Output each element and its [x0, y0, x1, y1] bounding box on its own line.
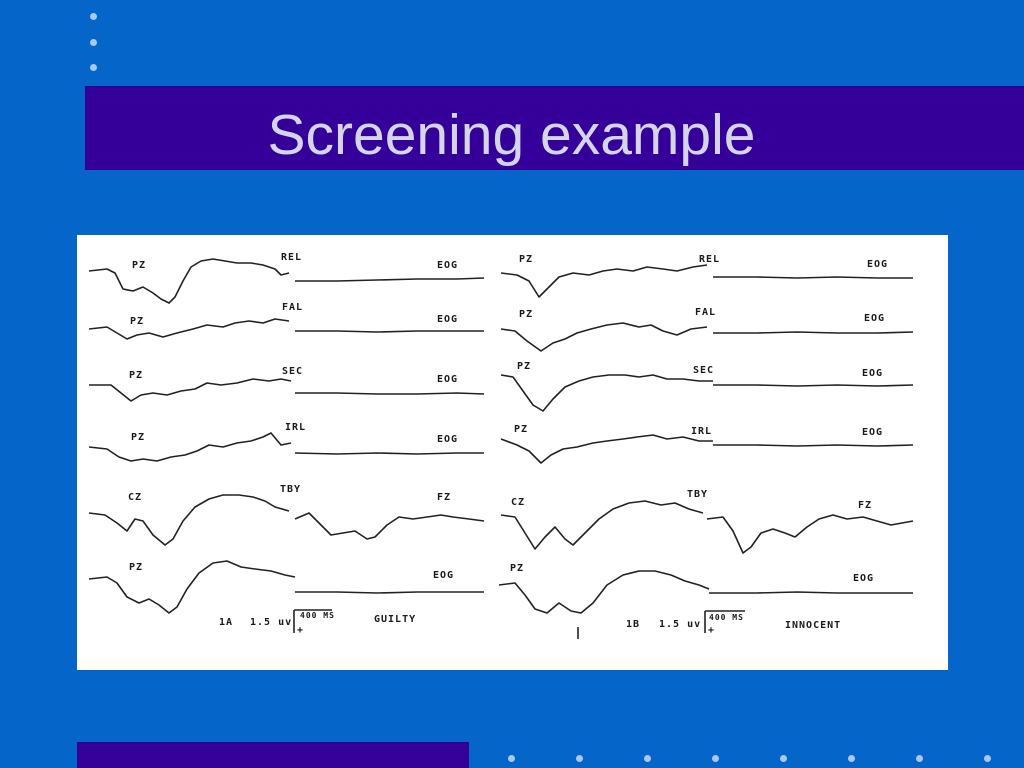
trace-label-left: PZ	[510, 563, 525, 574]
eog-trace	[295, 393, 484, 394]
trace-label-left: PZ	[129, 562, 144, 573]
trace-label-left: PZ	[519, 309, 534, 320]
trace-label-right: FZ	[858, 500, 873, 511]
trace-label-stimulus: FAL	[695, 307, 717, 318]
erp-waveform	[501, 375, 713, 411]
erp-waveform	[89, 319, 289, 339]
trace-label-right: EOG	[862, 427, 884, 438]
erp-waveform	[501, 435, 713, 463]
trace-label-stimulus: REL	[281, 252, 303, 263]
trace-label-right: EOG	[864, 313, 886, 324]
trace-label-left: PZ	[517, 361, 532, 372]
trace-label-stimulus: REL	[699, 254, 721, 265]
decor-dot	[644, 755, 651, 762]
trace-label-right: EOG	[862, 368, 884, 379]
trace-label-left: PZ	[131, 432, 146, 443]
decor-dot	[916, 755, 923, 762]
trace-label-left: PZ	[130, 316, 145, 327]
eog-trace	[295, 453, 484, 454]
erp-waveform	[501, 265, 707, 297]
erp-waveform	[89, 379, 291, 401]
trace-label-left: PZ	[514, 424, 529, 435]
trace-label-left: CZ	[511, 497, 526, 508]
trace-label-stimulus: IRL	[691, 426, 713, 437]
panel-1b	[499, 254, 913, 639]
trace-label-right: EOG	[437, 260, 459, 271]
decor-dot	[508, 755, 515, 762]
polarity-sign: +	[708, 625, 716, 636]
trace-label-left: PZ	[519, 254, 534, 265]
decor-dot	[984, 755, 991, 762]
eog-trace	[295, 278, 484, 281]
decor-dot	[90, 13, 97, 20]
erp-waveform	[501, 323, 707, 351]
time-scale: 400 MS	[300, 611, 335, 620]
decor-dot	[780, 755, 787, 762]
polarity-sign: +	[297, 625, 305, 636]
erp-figure	[77, 235, 948, 670]
eog-trace	[713, 332, 913, 333]
decor-dot	[848, 755, 855, 762]
trace-label-stimulus: SEC	[693, 365, 715, 376]
erp-waveform	[89, 433, 291, 461]
trace-label-stimulus: FAL	[282, 302, 304, 313]
decor-dot	[90, 39, 97, 46]
panel-id: 1B	[626, 619, 641, 630]
erp-waveform	[89, 561, 295, 613]
trace-label-left: PZ	[132, 260, 147, 271]
verdict-label: INNOCENT	[785, 620, 842, 631]
footer-band	[77, 742, 469, 768]
panel-id: 1A	[219, 617, 234, 628]
eog-trace	[713, 277, 913, 278]
decor-dot	[90, 64, 97, 71]
trace-label-right: EOG	[867, 259, 889, 270]
eog-trace	[295, 592, 484, 593]
erp-waveform	[89, 495, 289, 545]
trace-label-right: EOG	[437, 374, 459, 385]
trace-label-stimulus: TBY	[280, 484, 302, 495]
trace-label-stimulus: TBY	[687, 489, 709, 500]
eog-trace	[709, 592, 913, 593]
trace-label-right: FZ	[437, 492, 452, 503]
time-scale: 400 MS	[709, 613, 744, 622]
amplitude-scale: 1.5 uv	[250, 617, 293, 628]
erp-waveform-fz	[707, 515, 913, 553]
eog-trace	[713, 445, 913, 446]
trace-label-right: EOG	[433, 570, 455, 581]
eog-trace	[295, 331, 484, 332]
amplitude-scale: 1.5 uv	[659, 619, 702, 630]
title-band	[85, 86, 1024, 170]
erp-traces-svg	[77, 235, 948, 670]
trace-label-right: EOG	[437, 314, 459, 325]
panel-1a	[89, 252, 484, 636]
trace-label-right: EOG	[437, 434, 459, 445]
verdict-label: GUILTY	[374, 614, 417, 625]
erp-waveform-fz	[295, 513, 484, 539]
trace-label-left: CZ	[128, 492, 143, 503]
trace-label-stimulus: SEC	[282, 366, 304, 377]
trace-label-left: PZ	[129, 370, 144, 381]
trace-label-right: EOG	[853, 573, 875, 584]
erp-waveform	[499, 571, 709, 613]
eog-trace	[713, 385, 913, 386]
slide-title: Screening example	[267, 103, 756, 167]
erp-waveform	[89, 259, 289, 303]
erp-waveform	[501, 501, 703, 549]
trace-label-stimulus: IRL	[285, 422, 307, 433]
decor-dot	[576, 755, 583, 762]
decor-dot	[712, 755, 719, 762]
